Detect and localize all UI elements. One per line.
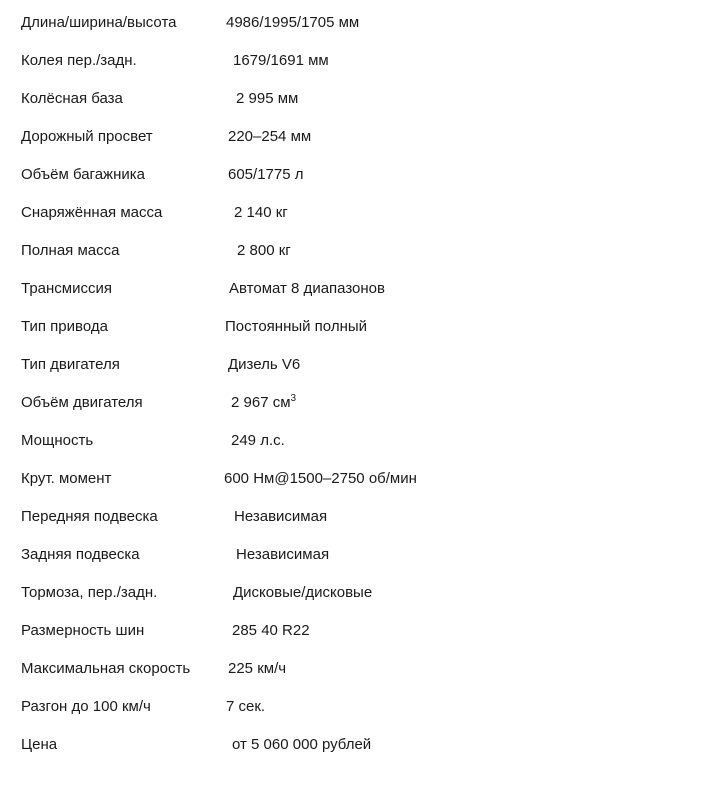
spec-row-displacement — [21, 393, 681, 431]
spec-value: 1679/1691 мм — [233, 52, 329, 69]
spec-label: Колея пер./задн. — [21, 52, 137, 69]
spec-label: Тип двигателя — [21, 356, 120, 373]
spec-row-drive — [21, 317, 681, 355]
spec-row-torque — [21, 469, 681, 507]
spec-value: 4986/1995/1705 мм — [226, 14, 360, 31]
spec-value: 2 140 кг — [234, 204, 288, 221]
spec-value: Независимая — [236, 546, 330, 563]
spec-label: Трансмиссия — [21, 280, 112, 297]
spec-value: Дизель V6 — [228, 356, 301, 373]
spec-row-price — [21, 735, 681, 773]
spec-label: Объём багажника — [21, 166, 145, 183]
spec-row-rear-suspension — [21, 545, 681, 583]
spec-row-gross-weight — [21, 241, 681, 279]
spec-value: 600 Нм@1500–2750 об/мин — [224, 470, 417, 487]
spec-value-superscript: 3 — [290, 393, 297, 404]
spec-label: Максимальная скорость — [21, 660, 191, 677]
spec-value-text: 2 967 см — [231, 394, 291, 411]
spec-value: 285 40 R22 — [232, 622, 310, 639]
spec-value: Независимая — [234, 508, 328, 525]
spec-label: Крут. момент — [21, 470, 112, 487]
spec-value — [231, 393, 296, 413]
spec-value: 249 л.с. — [231, 432, 285, 449]
spec-row-wheelbase — [21, 89, 681, 127]
spec-value: 225 км/ч — [228, 660, 287, 677]
spec-value: Дисковые/дисковые — [233, 584, 373, 601]
spec-label: Тормоза, пер./задн. — [21, 584, 158, 601]
spec-row-dimensions — [21, 13, 681, 51]
spec-label: Цена — [21, 736, 58, 753]
spec-row-brakes — [21, 583, 681, 621]
spec-label: Задняя подвеска — [21, 546, 140, 563]
spec-label: Тип привода — [21, 318, 108, 335]
spec-row-curb-weight — [21, 203, 681, 241]
spec-label: Колёсная база — [21, 90, 123, 107]
spec-row-tires — [21, 621, 681, 659]
spec-row-track — [21, 51, 681, 89]
spec-value: Постоянный полный — [225, 318, 368, 335]
spec-row-engine-type — [21, 355, 681, 393]
spec-table — [21, 13, 681, 773]
spec-label: Полная масса — [21, 242, 120, 259]
spec-label: Разгон до 100 км/ч — [21, 698, 151, 715]
spec-row-power — [21, 431, 681, 469]
spec-value: 7 сек. — [226, 698, 266, 715]
spec-label: Размерность шин — [21, 622, 145, 639]
spec-row-trunk — [21, 165, 681, 203]
spec-value: 2 800 кг — [237, 242, 291, 259]
spec-label: Дорожный просвет — [21, 128, 153, 145]
spec-value: 605/1775 л — [228, 166, 304, 183]
spec-value: от 5 060 000 рублей — [232, 736, 372, 753]
spec-value: Автомат 8 диапазонов — [229, 280, 385, 297]
spec-label: Объём двигателя — [21, 394, 143, 411]
spec-row-front-suspension — [21, 507, 681, 545]
spec-label: Передняя подвеска — [21, 508, 158, 525]
spec-label: Длина/ширина/высота — [21, 14, 177, 31]
spec-value: 220–254 мм — [228, 128, 312, 145]
spec-row-transmission — [21, 279, 681, 317]
spec-row-clearance — [21, 127, 681, 165]
spec-label: Мощность — [21, 432, 94, 449]
spec-label: Снаряжённая масса — [21, 204, 163, 221]
spec-row-acceleration — [21, 697, 681, 735]
spec-value: 2 995 мм — [236, 90, 299, 107]
spec-row-top-speed — [21, 659, 681, 697]
